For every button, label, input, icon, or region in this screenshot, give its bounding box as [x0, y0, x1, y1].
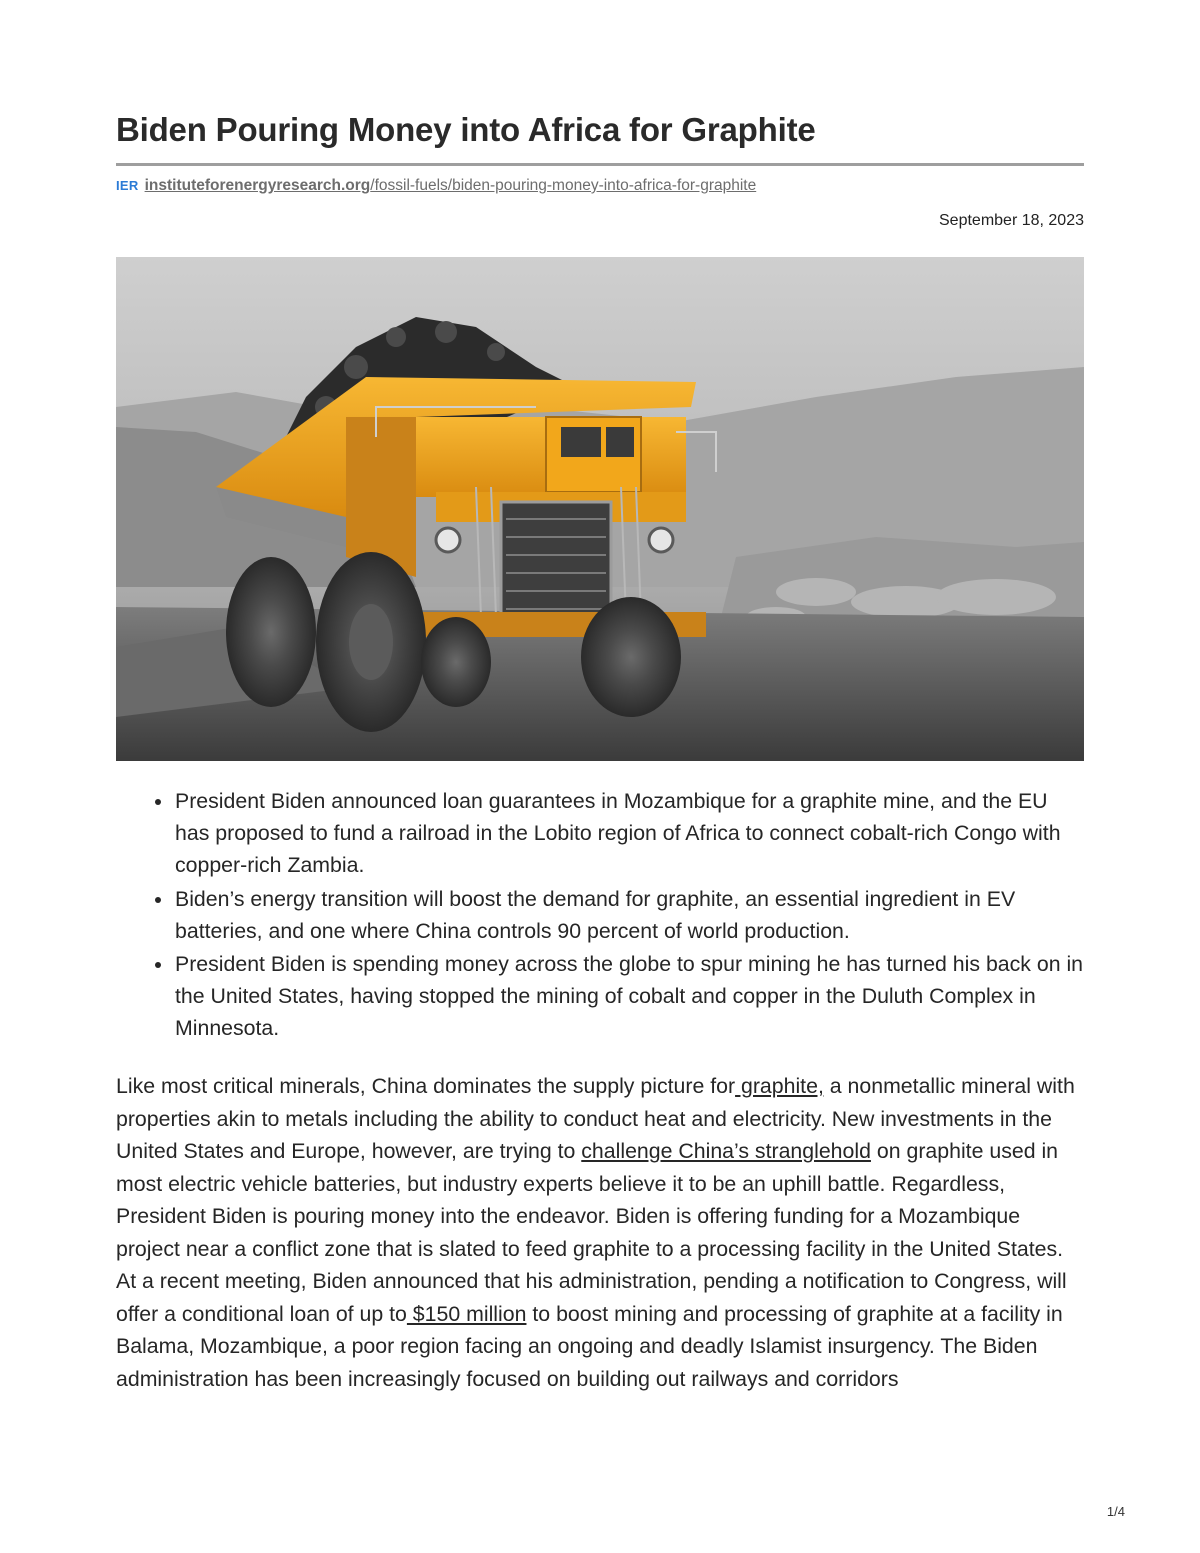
list-item: • President Biden announced loan guarantees in Mozambique for a graphite mine, and the EU has proposed to fund a railroad in the Lobito region of Africa to connect cobalt-rich Congo with copper-rich Zambia.: [174, 785, 1084, 881]
list-item: • President Biden is spending money across the globe to spur mining he has turned his back on in the United States, having stopped the mining of cobalt and copper in the Duluth Complex in Minnesota.: [174, 948, 1084, 1044]
source-line: [116, 176, 756, 196]
source-domain: instituteforenergyresearch.org: [144, 177, 371, 194]
article-paragraph: [116, 1070, 1084, 1395]
source-url-link[interactable]: [145, 177, 757, 194]
graphite-link[interactable]: graphite,: [735, 1074, 824, 1098]
page-number: 1/4: [1106, 1504, 1125, 1519]
paragraph-text: Like most critical minerals, China dominates the supply picture for: [116, 1074, 736, 1098]
challenge-chinas-stranglehold-link[interactable]: challenge China’s stranglehold: [581, 1139, 871, 1163]
hero-image-mining-truck: [116, 257, 1084, 761]
paragraph-text: a nonmetallic mineral with properties akin to metals including the ability to conduct heat and electricity. New investments in the United States and Europe, however, are trying to: [116, 1074, 1075, 1163]
paragraph-text: to boost mining and processing of graphite at a facility in Balama, Mozambique, a poor region facing an ongoing and deadly Islamist insurgency. The Biden administration has been increasingly focused on building out railways and corridors: [116, 1301, 1063, 1391]
list-item: • Biden’s energy transition will boost the demand for graphite, an essential ingredient in EV batteries, and one where China controls 90 percent of world production.: [174, 883, 1084, 947]
key-points-list: [116, 785, 1084, 1046]
150-million-link[interactable]: $150 million: [406, 1301, 527, 1326]
article-title: Biden Pouring Money into Africa for Graphite: [116, 111, 816, 148]
title-divider: [116, 163, 1084, 166]
ier-logo: IER: [116, 178, 139, 193]
publish-date: September 18, 2023: [939, 212, 1084, 229]
paragraph-text: on graphite used in most electric vehicle batteries, but industry experts believe it to be an uphill battle. Regardless, President Biden is pouring money into the endeavor. Biden is offering funding for a Mozambique project near a conflict zone that is slated to feed graphite to a processing facility in the United States. At a recent meeting, Biden announced that his administration, pending a notification to Congress, will offer a conditional loan of up to: [116, 1139, 1067, 1326]
source-path: /fossil-fuels/biden-pouring-money-into-africa-for-graphite: [370, 177, 757, 194]
